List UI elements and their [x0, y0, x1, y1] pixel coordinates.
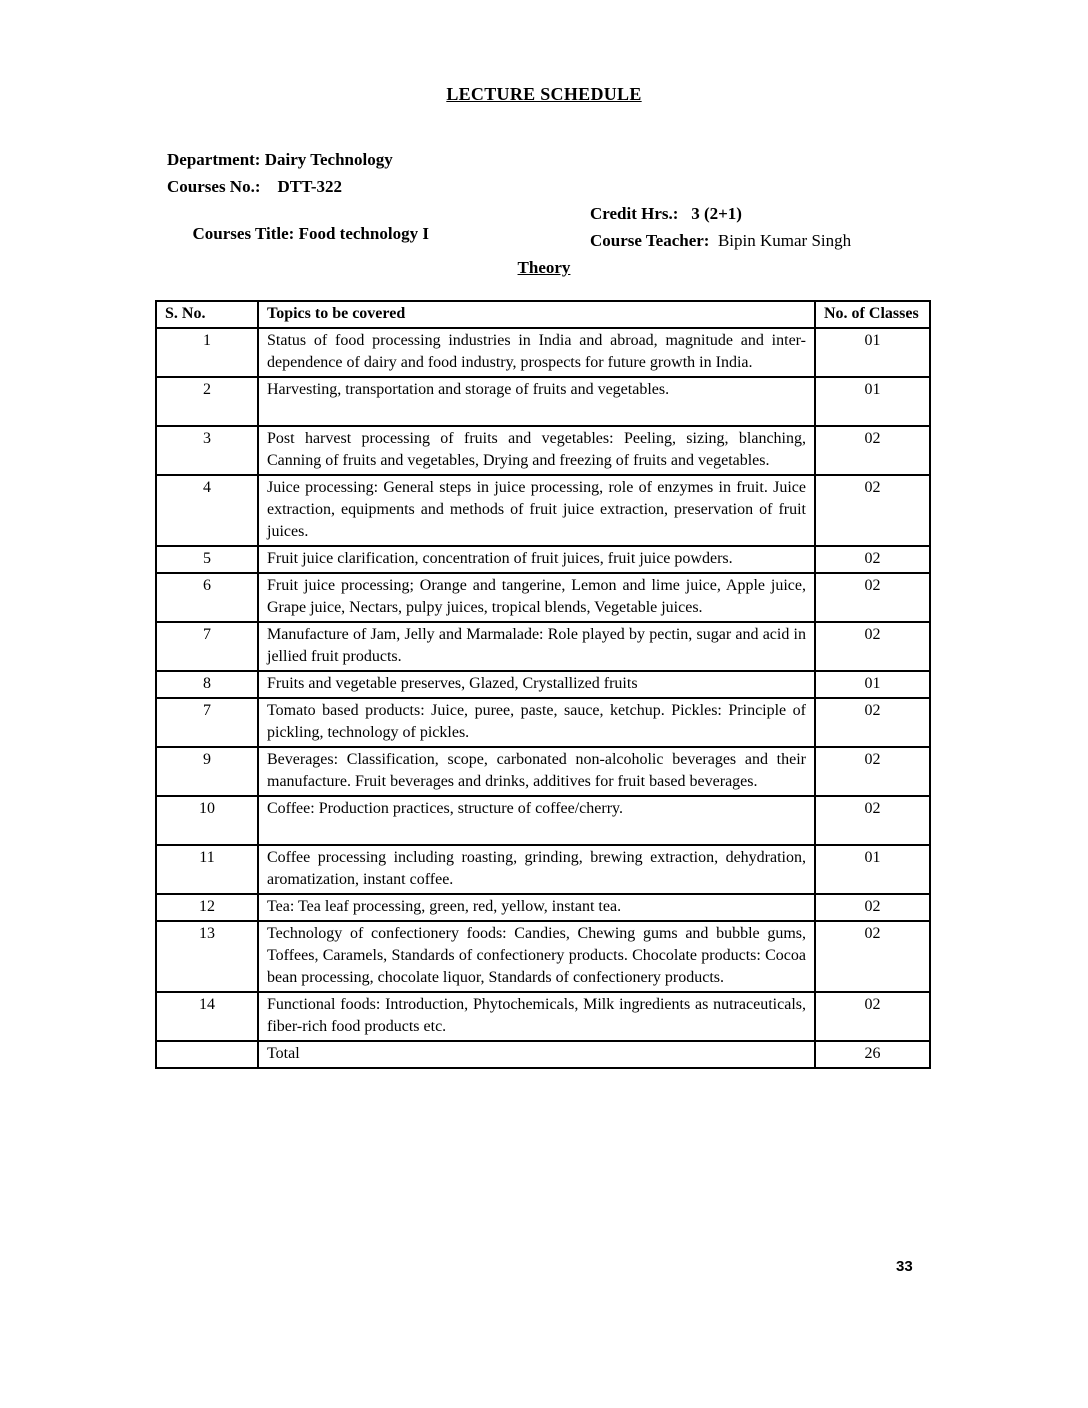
row-topic: Status of food processing industries in India and abroad, magnitude and inter- dependence of dairy and food industry, prospects for future growth in India. — [258, 328, 815, 377]
row-classes: 02 — [815, 921, 930, 992]
course-teacher-line — [167, 231, 947, 258]
course-teacher-name: Bipin Kumar Singh — [717, 231, 852, 250]
row-sno: 7 — [156, 622, 258, 671]
total-row — [156, 1041, 930, 1068]
course-teacher-text — [590, 231, 851, 251]
row-topic: Coffee: Production practices, structure of coffee/cherry. — [258, 796, 815, 845]
row-classes: 02 — [815, 546, 930, 573]
row-classes: 02 — [815, 698, 930, 747]
row-sno: 2 — [156, 377, 258, 426]
row-topic: Manufacture of Jam, Jelly and Marmalade: Role played by pectin, sugar and acid in jellied fruit products. — [258, 622, 815, 671]
row-classes: 01 — [815, 328, 930, 377]
course-teacher-label: Course Teacher: — [590, 231, 710, 250]
row-classes: 02 — [815, 622, 930, 671]
table-row — [156, 573, 930, 622]
row-classes: 02 — [815, 426, 930, 475]
row-sno: 6 — [156, 573, 258, 622]
row-classes: 02 — [815, 475, 930, 546]
row-topic: Post harvest processing of fruits and vegetables: Peeling, sizing, blanching, Canning of fruits and vegetables, Drying and freezing of fruits and vegetables. — [258, 426, 815, 475]
row-topic: Coffee processing including roasting, grinding, brewing extraction, dehydration, aromatization, instant coffee. — [258, 845, 815, 894]
row-classes: 02 — [815, 796, 930, 845]
row-sno: 13 — [156, 921, 258, 992]
lecture-schedule-table — [155, 300, 931, 1069]
row-topic: Functional foods: Introduction, Phytochemicals, Milk ingredients as nutraceuticals, fiber-rich food products etc. — [258, 992, 815, 1041]
table-row — [156, 992, 930, 1041]
row-classes: 02 — [815, 894, 930, 921]
row-sno: 4 — [156, 475, 258, 546]
row-sno: 7 — [156, 698, 258, 747]
table-row — [156, 796, 930, 845]
table-row — [156, 698, 930, 747]
table-row — [156, 328, 930, 377]
row-sno: 14 — [156, 992, 258, 1041]
row-topic: Fruit juice clarification, concentration of fruit juices, fruit juice powders. — [258, 546, 815, 573]
course-title-text: Courses Title: Food technology I — [192, 224, 429, 243]
row-classes: 26 — [815, 1041, 930, 1068]
row-sno: 1 — [156, 328, 258, 377]
row-topic: Total — [258, 1041, 815, 1068]
table-row — [156, 894, 930, 921]
row-classes: 01 — [815, 671, 930, 698]
row-sno: 11 — [156, 845, 258, 894]
header-row — [156, 301, 930, 328]
column-header-classes: No. of Classes — [815, 301, 930, 328]
row-topic: Fruits and vegetable preserves, Glazed, Crystallized fruits — [258, 671, 815, 698]
row-classes: 02 — [815, 573, 930, 622]
row-sno: 9 — [156, 747, 258, 796]
table-row — [156, 747, 930, 796]
row-sno — [156, 1041, 258, 1068]
row-sno: 3 — [156, 426, 258, 475]
column-header-topics: Topics to be covered — [258, 301, 815, 328]
row-topic: Fruit juice processing; Orange and tangerine, Lemon and lime juice, Apple juice, Grape juice, Nectars, pulpy juices, tropical blends, Vegetable juices. — [258, 573, 815, 622]
row-sno: 5 — [156, 546, 258, 573]
department-line: Department: Dairy Technology — [167, 150, 393, 169]
column-header-sno: S. No. — [156, 301, 258, 328]
credit-hrs-text: Credit Hrs.: 3 (2+1) — [590, 204, 742, 223]
row-classes: 02 — [815, 747, 930, 796]
row-classes: 01 — [815, 845, 930, 894]
table-row — [156, 921, 930, 992]
row-topic: Technology of confectionery foods: Candies, Chewing gums and bubble gums, Toffees, Caramels, Standards of confectionery products. Chocolate products: Cocoa bean processing, chocolate liquor, Standards of confectionery products. — [258, 921, 815, 992]
row-sno: 8 — [156, 671, 258, 698]
table-body — [156, 328, 930, 1068]
row-topic: Harvesting, transportation and storage of fruits and vegetables. — [258, 377, 815, 426]
row-topic: Tomato based products: Juice, puree, paste, sauce, ketchup. Pickles: Principle of pickling, technology of pickles. — [258, 698, 815, 747]
row-topic: Tea: Tea leaf processing, green, red, yellow, instant tea. — [258, 894, 815, 921]
table-row — [156, 475, 930, 546]
row-classes: 01 — [815, 377, 930, 426]
table-row — [156, 426, 930, 475]
row-topic: Juice processing: General steps in juice processing, role of enzymes in fruit. Juice extraction, equipments and methods of fruit juice extraction, preservation of fruit juices. — [258, 475, 815, 546]
row-classes: 02 — [815, 992, 930, 1041]
table-header — [156, 301, 930, 328]
table-row — [156, 845, 930, 894]
row-topic: Beverages: Classification, scope, carbonated non-alcoholic beverages and their manufacture. Fruit beverages and drinks, additives for fruit based beverages. — [258, 747, 815, 796]
table-row — [156, 377, 930, 426]
page-number: 33 — [896, 1258, 913, 1275]
row-sno: 10 — [156, 796, 258, 845]
page-title: LECTURE SCHEDULE — [446, 84, 642, 104]
row-sno: 12 — [156, 894, 258, 921]
course-info — [167, 150, 947, 258]
table-row — [156, 622, 930, 671]
course-no-line: Courses No.: DTT-322 — [167, 177, 343, 196]
table-row — [156, 671, 930, 698]
section-heading: Theory — [517, 258, 571, 277]
table-row — [156, 546, 930, 573]
